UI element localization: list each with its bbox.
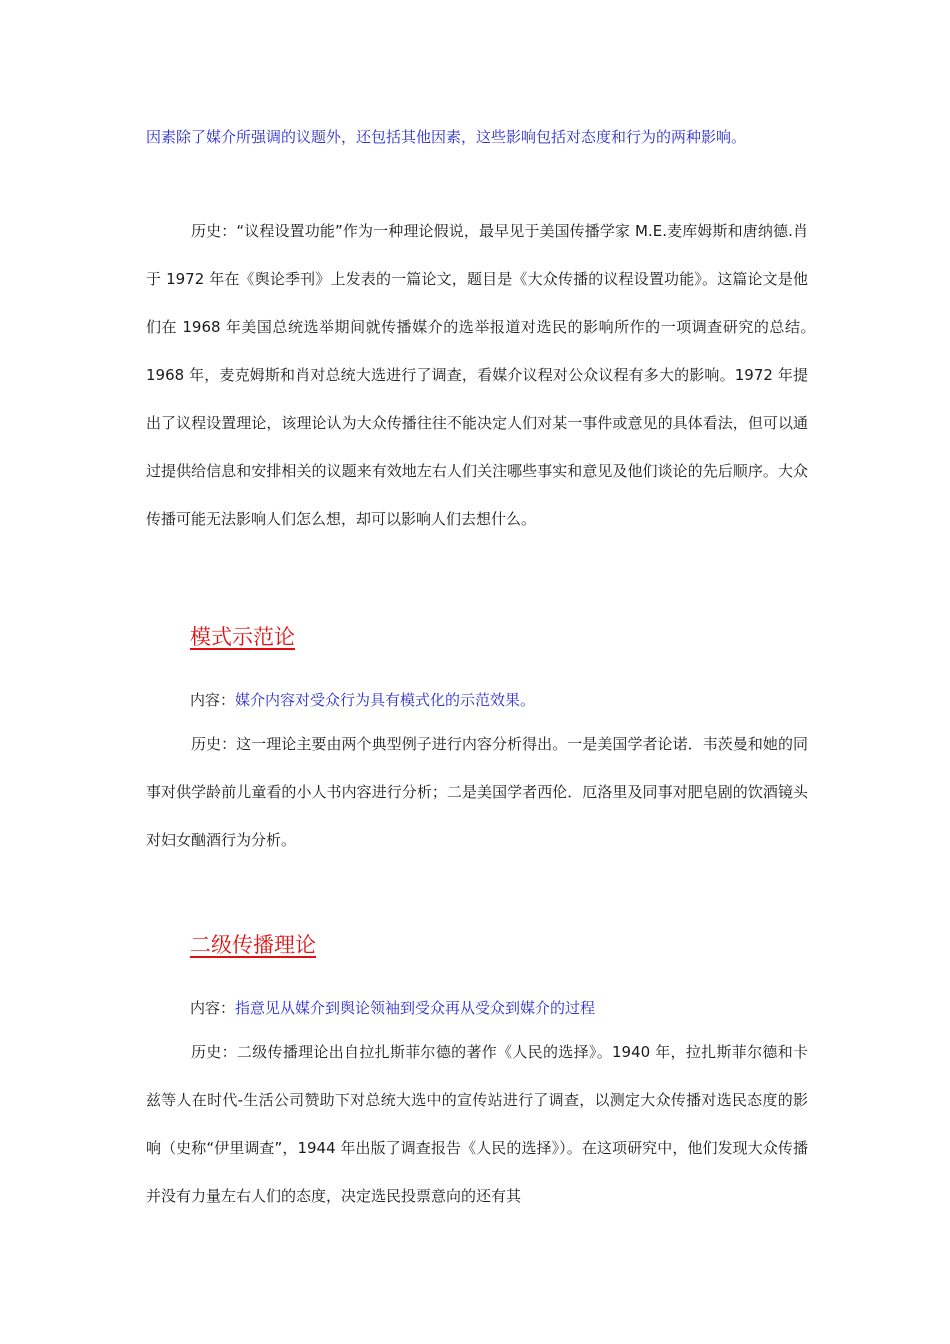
modeling-theory-heading: 模式示范论	[190, 625, 295, 649]
content-label: 内容：	[190, 999, 236, 1017]
agenda-setting-history-paragraph: 历史：“议程设置功能”作为一种理论假说，最早见于美国传播学家 M.E.麦库姆斯和唐纳德.肖于 1972 年在《舆论季刊》上发表的一篇论文，题目是《大众传播的议程设置功能》。这篇论文是他们在 1968 年美国总统选举期间就传播媒介的选举报道对选民的影响所作的一项调查研究的总结。 1968 年，麦克姆斯和肖对总统大选进行了调查，看媒介议程对公众议程有多大的影响。1972 年提出了议程设置理论，该理论认为大众传播往往不能决定人们对某一事件或意见的具体看法，但可以通过提供给信息和安排相关的议题来有效地左右人们关注哪些事实和意见及他们谈论的先后顺序。大众传播可能无法影响人们怎么想，却可以影响人们去想什么。	[146, 222, 839, 528]
two-step-flow-heading: 二级传播理论	[190, 933, 316, 957]
content-value: 媒介内容对受众行为具有模式化的示范效果。	[235, 691, 536, 709]
modeling-history-paragraph: 历史：这一理论主要由两个典型例子进行内容分析得出。一是美国学者论诺．韦茨曼和她的同事对供学龄前儿童看的小人书内容进行分析；二是美国学者西伦．厄洛里及同事对肥皂剧的饮酒镜头对妇女酗酒行为分析。	[146, 735, 808, 849]
intro-tail-paragraph: 因素除了媒介所强调的议题外，还包括其他因素，这些影响包括对态度和行为的两种影响。	[146, 128, 747, 146]
modeling-content-line	[190, 688, 535, 712]
two-step-history-paragraph: 历史：二级传播理论出自拉扎斯菲尔德的著作《人民的选择》。1940 年，拉扎斯菲尔德和卡兹等人在时代-生活公司赞助下对总统大选中的宣传站进行了调查，以测定大众传播对选民态度的影响（史称“伊里调查”，1944 年出版了调查报告《人民的选择》）。在这项研究中，他们发现大众传播并没有力量左右人们的态度，决定选民投票意向的还有其	[146, 1043, 808, 1205]
content-value: 指意见从媒介到舆论领袖到受众再从受众到媒介的过程	[235, 999, 596, 1017]
content-label: 内容：	[190, 691, 236, 709]
two-step-content-line	[190, 996, 595, 1020]
